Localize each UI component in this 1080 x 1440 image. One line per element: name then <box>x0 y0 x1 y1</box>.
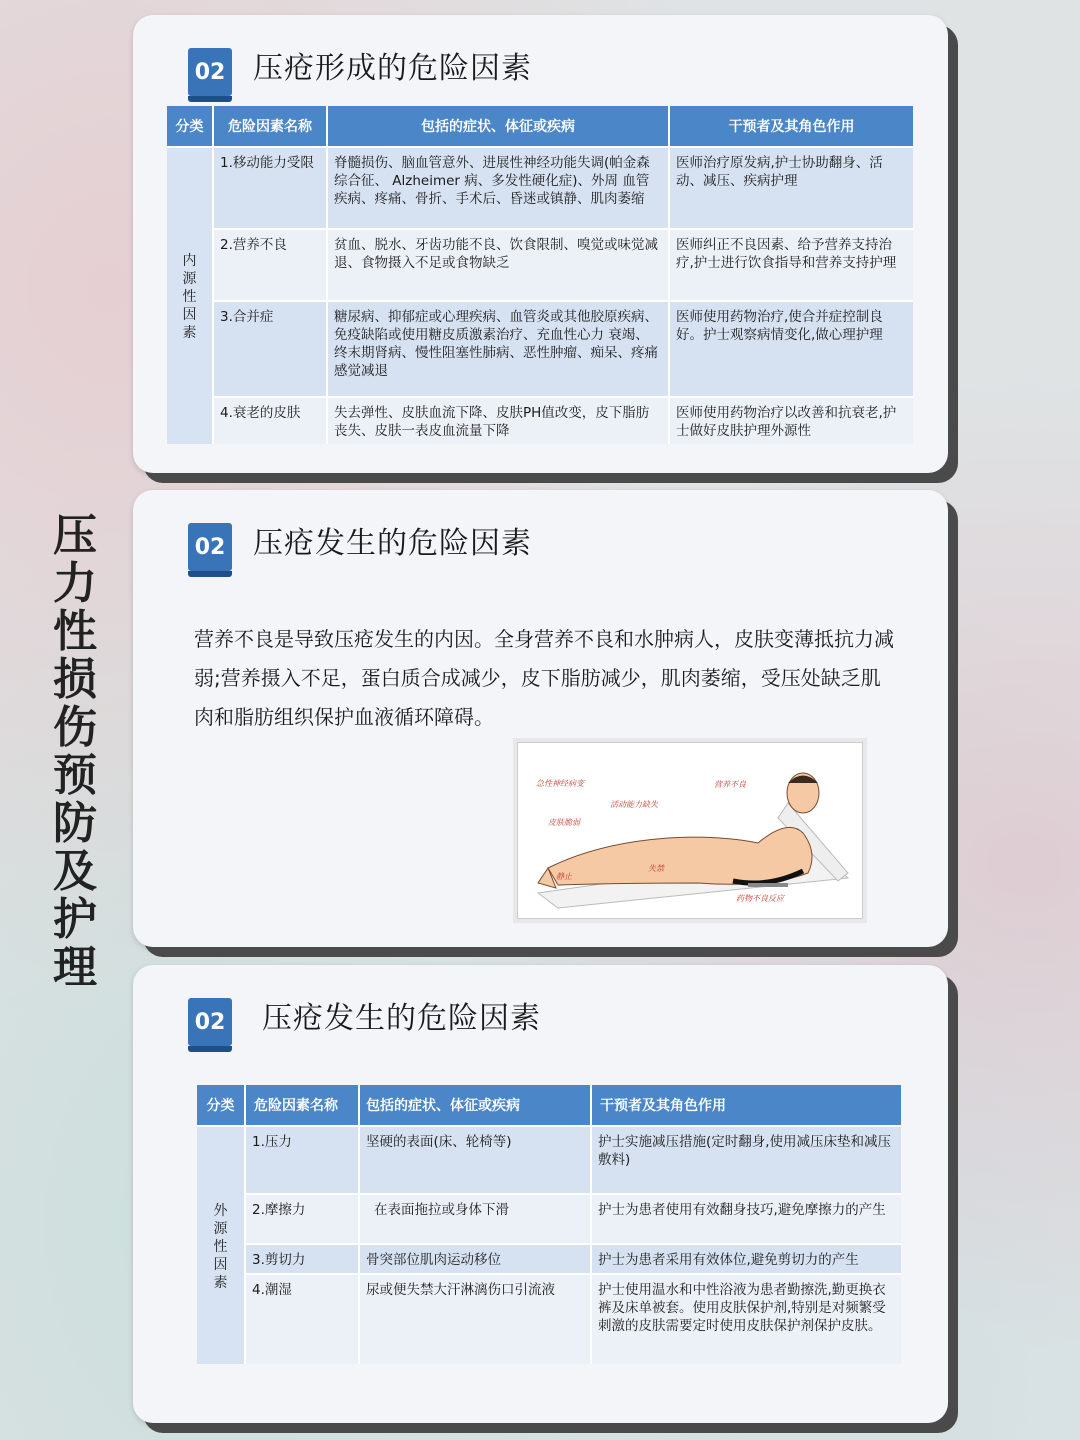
factor-role: 医师使用药物治疗以改善和抗衰老,护士做好皮肤护理外源性 <box>669 397 913 444</box>
table-header-row <box>197 1085 901 1126</box>
label-neuropathy: 急性神经病变 <box>536 779 584 788</box>
nutrition-paragraph: 营养不良是导致压疮发生的内因。全身营养不良和水肿病人，皮肤变薄抵抗力减弱;营养摄入不足，蛋白质合成减少，皮下脂肪减少，肌肉萎缩，受压处缺乏肌肉和脂肪组织保护血液循环障碍。 <box>194 627 894 729</box>
header-symptoms: 包括的症状、体征或疾病 <box>359 1085 591 1126</box>
card-title: 压疮发生的危险因素 <box>253 526 532 561</box>
section-badge: 02 <box>188 523 232 571</box>
patient-lying-image <box>518 743 862 918</box>
factor-symptoms: 失去弹性、皮肤血流下降、皮肤PH值改变，皮下脂肪丧失、皮肤一表皮血流量下降 <box>327 397 669 444</box>
header-role: 干预者及其角色作用 <box>669 106 913 147</box>
label-immobility: 静止 <box>556 872 572 881</box>
category-cell: 外 源 性 因 素 <box>197 1126 245 1364</box>
factor-role: 医师使用药物治疗,使合并症控制良好。护士观察病情变化,做心理护理 <box>669 301 913 397</box>
card-title: 压疮发生的危险因素 <box>262 1001 541 1036</box>
factor-name: 4.潮湿 <box>245 1274 359 1364</box>
header-factor: 危险因素名称 <box>245 1085 359 1126</box>
factor-role: 医师纠正不良因素、给予营养支持治疗,护士进行饮食指导和营养支持护理 <box>669 229 913 301</box>
label-malnutrition: 营养不良 <box>714 780 746 789</box>
factor-name: 1.压力 <box>245 1126 359 1194</box>
table-row <box>167 229 913 301</box>
table-row <box>167 147 913 229</box>
label-incontinence: 失禁 <box>648 864 664 873</box>
table-row <box>197 1126 901 1194</box>
header-role: 干预者及其角色作用 <box>591 1085 901 1126</box>
factor-name: 2.摩擦力 <box>245 1194 359 1244</box>
label-mobility-loss: 活动能力缺失 <box>610 800 658 809</box>
factor-role: 护士为患者采用有效体位,避免剪切力的产生 <box>591 1244 901 1274</box>
side-title: 压 力 性 损 伤 预 防 及 护 理 <box>53 510 99 993</box>
factor-name: 1.移动能力受限 <box>213 147 327 229</box>
table-header-row <box>167 106 913 147</box>
factor-symptoms: 骨突部位肌肉运动移位 <box>359 1244 591 1274</box>
factor-symptoms: 脊髓损伤、脑血管意外、进展性神经功能失调(帕金森综合征、 Alzheimer 病、多发性硬化症)、外周 血管疾病、疼痛、骨折、手术后、昏迷或镇静、肌肉萎缩 <box>327 147 669 229</box>
card-title: 压疮形成的危险因素 <box>253 51 532 86</box>
factor-role: 医师治疗原发病,护士协助翻身、活动、减压、疾病护理 <box>669 147 913 229</box>
table-row <box>197 1274 901 1364</box>
factor-symptoms: 糖尿病、抑郁症或心理疾病、血管炎或其他胶原疾病、免疫缺陷或使用糖皮质激素治疗、充血性心力 衰竭、终末期肾病、慢性阻塞性肺病、恶性肿瘤、痴呆、疼痛感觉减退 <box>327 301 669 397</box>
risk-table-extrinsic <box>197 1085 901 1364</box>
factor-role: 护士使用温水和中性浴液为患者勤擦洗,勤更换衣裤及床单被套。使用皮肤保护剂,特别是对频繁受刺激的皮肤需要定时使用皮肤保护剂保护皮肤。 <box>591 1274 901 1364</box>
section-badge: 02 <box>188 48 232 96</box>
table-row <box>167 301 913 397</box>
card-nutrition <box>133 490 948 947</box>
table-row <box>197 1194 901 1244</box>
card-intrinsic-factors <box>133 15 948 473</box>
header-factor: 危险因素名称 <box>213 106 327 147</box>
factor-name: 2.营养不良 <box>213 229 327 301</box>
factor-role: 护士为患者使用有效翻身技巧,避免摩擦力的产生 <box>591 1194 901 1244</box>
factor-role: 护士实施减压措施(定时翻身,使用减压床垫和减压敷料) <box>591 1126 901 1194</box>
category-cell: 内 源 性 因 素 <box>167 147 213 444</box>
card-extrinsic-factors <box>133 965 948 1423</box>
table-row <box>167 397 913 444</box>
section-badge: 02 <box>188 998 232 1046</box>
factor-symptoms: 贫血、脱水、牙齿功能不良、饮食限制、嗅觉或味觉减退、食物摄入不足或食物缺乏 <box>327 229 669 301</box>
patient-illustration <box>517 742 863 919</box>
header-category: 分类 <box>167 106 213 147</box>
label-drug-reaction: 药物不良反应 <box>736 894 784 903</box>
factor-symptoms: 坚硬的表面(床、轮椅等) <box>359 1126 591 1194</box>
factor-symptoms: 在表面拖拉或身体下滑 <box>359 1194 591 1244</box>
factor-name: 3.合并症 <box>213 301 327 397</box>
label-fragile-skin: 皮肤脆弱 <box>548 818 580 827</box>
factor-symptoms: 尿或便失禁大汗淋漓伤口引流液 <box>359 1274 591 1364</box>
table-row <box>197 1244 901 1274</box>
header-category: 分类 <box>197 1085 245 1126</box>
header-symptoms: 包括的症状、体征或疾病 <box>327 106 669 147</box>
factor-name: 3.剪切力 <box>245 1244 359 1274</box>
factor-name: 4.衰老的皮肤 <box>213 397 327 444</box>
risk-table-intrinsic <box>167 106 913 444</box>
